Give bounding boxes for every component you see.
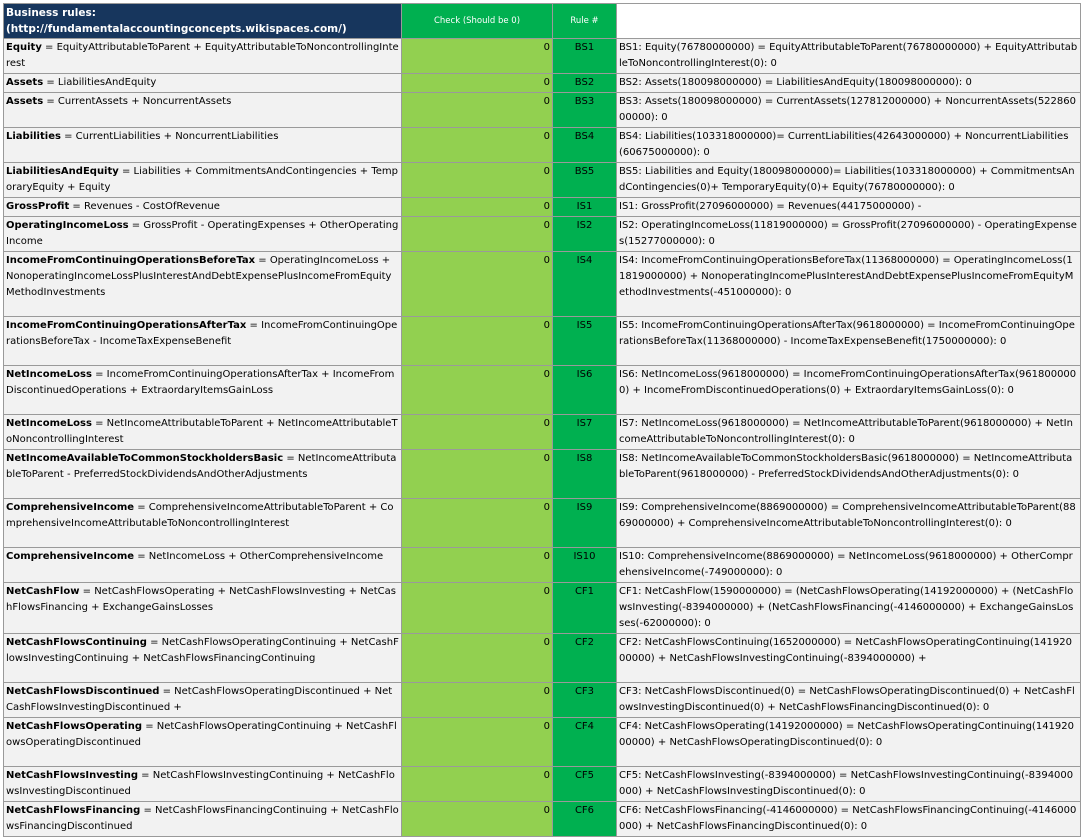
table-row <box>4 74 1081 93</box>
check-cell[interactable]: 0 <box>402 128 553 163</box>
check-cell[interactable]: 0 <box>402 93 553 128</box>
table-row <box>4 415 1081 450</box>
check-cell[interactable]: 0 <box>402 634 553 683</box>
detail-cell[interactable]: CF1: NetCashFlow(1590000000) = (NetCashFlowsOperating(14192000000) + (NetCashFlowsInvesting(-8394000000) + (NetCashFlowsFinancing(-4146000000) + ExchangeGainsLosses(-62000000): 0 <box>617 583 1081 634</box>
detail-cell[interactable]: IS2: OperatingIncomeLoss(11819000000) = GrossProfit(27096000000) - OperatingExpenses(15277000000): 0 <box>617 217 1081 252</box>
rule-number-cell[interactable]: IS5 <box>553 317 617 366</box>
table-row <box>4 802 1081 837</box>
rule-formula: = Revenues - CostOfRevenue <box>69 201 220 212</box>
check-cell[interactable]: 0 <box>402 450 553 499</box>
detail-cell[interactable]: CF6: NetCashFlowsFinancing(-4146000000) = NetCashFlowsFinancingContinuing(-4146000000) + NetCashFlowsFinancingDiscontinued(0): 0 <box>617 802 1081 837</box>
rule-number-cell[interactable]: BS4 <box>553 128 617 163</box>
rule-name: NetCashFlow <box>6 586 80 597</box>
table-row <box>4 366 1081 415</box>
detail-cell[interactable]: BS2: Assets(180098000000) = LiabilitiesAndEquity(180098000000): 0 <box>617 74 1081 93</box>
rule-formula: = LiabilitiesAndEquity <box>43 77 157 88</box>
rule-name: Liabilities <box>6 131 61 142</box>
rule-cell[interactable] <box>4 634 402 683</box>
check-cell[interactable]: 0 <box>402 39 553 74</box>
rule-name: LiabilitiesAndEquity <box>6 166 119 177</box>
check-cell[interactable]: 0 <box>402 548 553 583</box>
table-row <box>4 317 1081 366</box>
check-cell[interactable]: 0 <box>402 366 553 415</box>
rule-number-cell[interactable]: CF3 <box>553 683 617 718</box>
detail-cell[interactable]: CF4: NetCashFlowsOperating(14192000000) = NetCashFlowsOperatingContinuing(14192000000) + NetCashFlowsOperatingDiscontinued(0): 0 <box>617 718 1081 767</box>
rule-number-cell[interactable]: CF1 <box>553 583 617 634</box>
rule-number-cell[interactable]: IS9 <box>553 499 617 548</box>
detail-cell[interactable]: CF2: NetCashFlowsContinuing(1652000000) = NetCashFlowsOperatingContinuing(14192000000) + NetCashFlowsInvestingContinuing(-8394000000) + <box>617 634 1081 683</box>
table-row <box>4 252 1081 317</box>
rule-name: IncomeFromContinuingOperationsBeforeTax <box>6 255 256 266</box>
detail-cell[interactable]: CF3: NetCashFlowsDiscontinued(0) = NetCashFlowsOperatingDiscontinued(0) + NetCashFlowsInvestingDiscontinued(0) + NetCashFlowsFinancingDiscontinued(0): 0 <box>617 683 1081 718</box>
table-row <box>4 634 1081 683</box>
detail-cell[interactable]: CF5: NetCashFlowsInvesting(-8394000000) = NetCashFlowsInvestingContinuing(-8394000000) + NetCashFlowsInvestingDiscontinued(0): 0 <box>617 767 1081 802</box>
detail-cell[interactable]: IS4: IncomeFromContinuingOperationsBeforeTax(11368000000) = OperatingIncomeLoss(11819000000) + NonoperatingIncomePlusInterestAndDebtExpensePlusIncomeFromEquityMethodInvestments(-451000000): 0 <box>617 252 1081 317</box>
check-cell[interactable]: 0 <box>402 583 553 634</box>
rule-name: NetIncomeLoss <box>6 418 92 429</box>
business-rules-sheet <box>3 3 1081 837</box>
rule-number-cell[interactable]: IS7 <box>553 415 617 450</box>
detail-cell[interactable]: IS6: NetIncomeLoss(9618000000) = IncomeFromContinuingOperationsAfterTax(9618000000) + IncomeFromDiscontinuedOperations(0) + ExtraordaryItemsGainLoss(0): 0 <box>617 366 1081 415</box>
table-row <box>4 583 1081 634</box>
rule-formula: = IncomeFromContinuingOperationsAfterTax + IncomeFromDiscontinuedOperations + ExtraordaryItemsGainLoss <box>6 369 395 396</box>
header-row <box>4 4 1081 39</box>
rule-cell[interactable] <box>4 39 402 74</box>
rule-formula: = IncomeFromContinuingOperationsBeforeTax - IncomeTaxExpenseBenefit <box>6 320 398 347</box>
rule-name: NetIncomeLoss <box>6 369 92 380</box>
rule-number-cell[interactable]: IS8 <box>553 450 617 499</box>
rule-cell[interactable] <box>4 93 402 128</box>
detail-cell[interactable]: BS3: Assets(180098000000) = CurrentAssets(127812000000) + NoncurrentAssets(52286000000): 0 <box>617 93 1081 128</box>
rule-name: ComprehensiveIncome <box>6 502 135 513</box>
check-cell[interactable]: 0 <box>402 767 553 802</box>
rule-number-cell[interactable]: BS1 <box>553 39 617 74</box>
rule-formula: = GrossProfit - OperatingExpenses + OtherOperatingIncome <box>6 220 399 247</box>
rule-name: IncomeFromContinuingOperationsAfterTax <box>6 320 247 331</box>
rule-cell[interactable] <box>4 128 402 163</box>
table-row <box>4 128 1081 163</box>
rule-cell[interactable] <box>4 366 402 415</box>
check-cell[interactable]: 0 <box>402 683 553 718</box>
rule-formula: = CurrentLiabilities + NoncurrentLiabilities <box>60 131 279 142</box>
check-cell[interactable]: 0 <box>402 198 553 217</box>
rule-cell[interactable] <box>4 499 402 548</box>
table-row <box>4 683 1081 718</box>
check-cell[interactable]: 0 <box>402 163 553 198</box>
detail-cell[interactable]: IS1: GrossProfit(27096000000) = Revenues(44175000000) - <box>617 198 1081 217</box>
check-cell[interactable]: 0 <box>402 499 553 548</box>
check-cell[interactable]: 0 <box>402 802 553 837</box>
detail-cell[interactable]: IS5: IncomeFromContinuingOperationsAfterTax(9618000000) = IncomeFromContinuingOperationsBeforeTax(11368000000) - IncomeTaxExpenseBenefit(1750000000): 0 <box>617 317 1081 366</box>
header-detail[interactable] <box>617 4 1081 39</box>
table-row <box>4 767 1081 802</box>
rule-formula: = NetIncomeAttributableToParent + NetIncomeAttributableToNoncontrollingInterest <box>6 418 398 445</box>
check-cell[interactable]: 0 <box>402 718 553 767</box>
check-cell[interactable]: 0 <box>402 317 553 366</box>
table-row <box>4 450 1081 499</box>
table-row <box>4 718 1081 767</box>
rule-cell[interactable] <box>4 74 402 93</box>
table-row <box>4 198 1081 217</box>
check-cell[interactable]: 0 <box>402 252 553 317</box>
rule-name: NetCashFlowsInvesting <box>6 770 138 781</box>
rule-formula: = ComprehensiveIncomeAttributableToParent + ComprehensiveIncomeAttributableToNoncontrollingInterest <box>6 502 394 529</box>
rule-number-cell[interactable]: BS3 <box>553 93 617 128</box>
rule-number-cell[interactable]: IS4 <box>553 252 617 317</box>
rule-name: ComprehensiveIncome <box>6 551 135 562</box>
rule-formula: = NetCashFlowsOperating + NetCashFlowsInvesting + NetCashFlowsFinancing + ExchangeGainsLosses <box>6 586 396 613</box>
rule-formula: = Liabilities + CommitmentsAndContingencies + TemporaryEquity + Equity <box>6 166 399 193</box>
rule-formula: = CurrentAssets + NoncurrentAssets <box>43 96 232 107</box>
header-check[interactable]: Check (Should be 0) <box>402 4 553 39</box>
rule-cell[interactable] <box>4 415 402 450</box>
detail-cell[interactable]: IS10: ComprehensiveIncome(8869000000) = NetIncomeLoss(9618000000) + OtherComprehensiveIncome(-749000000): 0 <box>617 548 1081 583</box>
rule-cell[interactable] <box>4 217 402 252</box>
rule-number-cell[interactable]: BS2 <box>553 74 617 93</box>
table-row <box>4 39 1081 74</box>
detail-cell[interactable]: IS9: ComprehensiveIncome(8869000000) = ComprehensiveIncomeAttributableToParent(8869000000) + ComprehensiveIncomeAttributableToNoncontrollingInterest(0): 0 <box>617 499 1081 548</box>
rule-name: NetCashFlowsDiscontinued <box>6 686 160 697</box>
detail-cell[interactable]: IS8: NetIncomeAvailableToCommonStockholdersBasic(9618000000) = NetIncomeAttributableToParent(9618000000) - PreferredStockDividendsAndOtherAdjustments(0): 0 <box>617 450 1081 499</box>
rule-cell[interactable] <box>4 548 402 583</box>
table-row <box>4 217 1081 252</box>
rule-name: NetCashFlowsContinuing <box>6 637 147 648</box>
header-business-rules[interactable]: Business rules: (http://fundamentalaccountingconcepts.wikispaces.com/) <box>4 4 402 39</box>
rule-cell[interactable] <box>4 583 402 634</box>
rule-cell[interactable] <box>4 683 402 718</box>
header-rule-number[interactable]: Rule # <box>553 4 617 39</box>
rule-number-cell[interactable]: CF6 <box>553 802 617 837</box>
rule-cell[interactable] <box>4 767 402 802</box>
detail-cell[interactable]: BS1: Equity(76780000000) = EquityAttributableToParent(76780000000) + EquityAttributableToNoncontrollingInterest(0): 0 <box>617 39 1081 74</box>
rule-name: GrossProfit <box>6 201 70 212</box>
detail-cell[interactable]: BS5: Liabilities and Equity(180098000000)= Liabilities(103318000000) + CommitmentsAndContingencies(0)+ TemporaryEquity(0)+ Equity(76780000000): 0 <box>617 163 1081 198</box>
rule-formula: = NetCashFlowsFinancingContinuing + NetCashFlowsFinancingDiscontinued <box>6 805 399 832</box>
rule-name: Assets <box>6 96 44 107</box>
rule-name: NetCashFlowsOperating <box>6 721 143 732</box>
check-cell[interactable]: 0 <box>402 415 553 450</box>
rule-formula: = OperatingIncomeLoss + NonoperatingIncomeLossPlusInterestAndDebtExpensePlusIncomeFromEquityMethodInvestments <box>6 255 392 298</box>
table-row <box>4 93 1081 128</box>
rule-cell[interactable] <box>4 317 402 366</box>
rule-number-cell[interactable]: CF2 <box>553 634 617 683</box>
rule-number-cell[interactable]: IS1 <box>553 198 617 217</box>
rule-name: OperatingIncomeLoss <box>6 220 129 231</box>
rule-formula: = NetCashFlowsOperatingDiscontinued + NetCashFlowsInvestingDiscontinued + <box>6 686 393 713</box>
rule-name: Equity <box>6 42 42 53</box>
rule-cell[interactable] <box>4 718 402 767</box>
rule-formula: = EquityAttributableToParent + EquityAttributableToNoncontrollingInterest <box>6 42 399 69</box>
check-cell[interactable]: 0 <box>402 74 553 93</box>
rule-cell[interactable] <box>4 450 402 499</box>
rule-number-cell[interactable]: IS2 <box>553 217 617 252</box>
rule-formula: = NetCashFlowsOperatingContinuing + NetCashFlowsInvestingContinuing + NetCashFlowsFinancingContinuing <box>6 637 399 664</box>
rule-name: Assets <box>6 77 44 88</box>
rule-number-cell[interactable]: CF4 <box>553 718 617 767</box>
rule-formula: = NetIncomeLoss + OtherComprehensiveIncome <box>134 551 384 562</box>
rule-number-cell[interactable]: IS10 <box>553 548 617 583</box>
rule-formula: = NetIncomeAttributableToParent - PreferredStockDividendsAndOtherAdjustments <box>6 453 397 480</box>
rule-name: NetIncomeAvailableToCommonStockholdersBasic <box>6 453 284 464</box>
rule-name: NetCashFlowsFinancing <box>6 805 141 816</box>
rule-cell[interactable] <box>4 163 402 198</box>
rule-cell[interactable] <box>4 802 402 837</box>
rule-cell[interactable] <box>4 252 402 317</box>
rule-number-cell[interactable]: BS5 <box>553 163 617 198</box>
check-cell[interactable]: 0 <box>402 217 553 252</box>
rule-number-cell[interactable]: IS6 <box>553 366 617 415</box>
rule-formula: = NetCashFlowsInvestingContinuing + NetCashFlowsInvestingDiscontinued <box>6 770 395 797</box>
rule-formula: = NetCashFlowsOperatingContinuing + NetCashFlowsOperatingDiscontinued <box>6 721 397 748</box>
detail-cell[interactable]: IS7: NetIncomeLoss(9618000000) = NetIncomeAttributableToParent(9618000000) + NetIncomeAttributableToNoncontrollingInterest(0): 0 <box>617 415 1081 450</box>
table-row <box>4 548 1081 583</box>
table-row <box>4 163 1081 198</box>
rule-cell[interactable] <box>4 198 402 217</box>
table-row <box>4 499 1081 548</box>
rule-number-cell[interactable]: CF5 <box>553 767 617 802</box>
detail-cell[interactable]: BS4: Liabilities(103318000000)= CurrentLiabilities(42643000000) + NoncurrentLiabilities(60675000000): 0 <box>617 128 1081 163</box>
